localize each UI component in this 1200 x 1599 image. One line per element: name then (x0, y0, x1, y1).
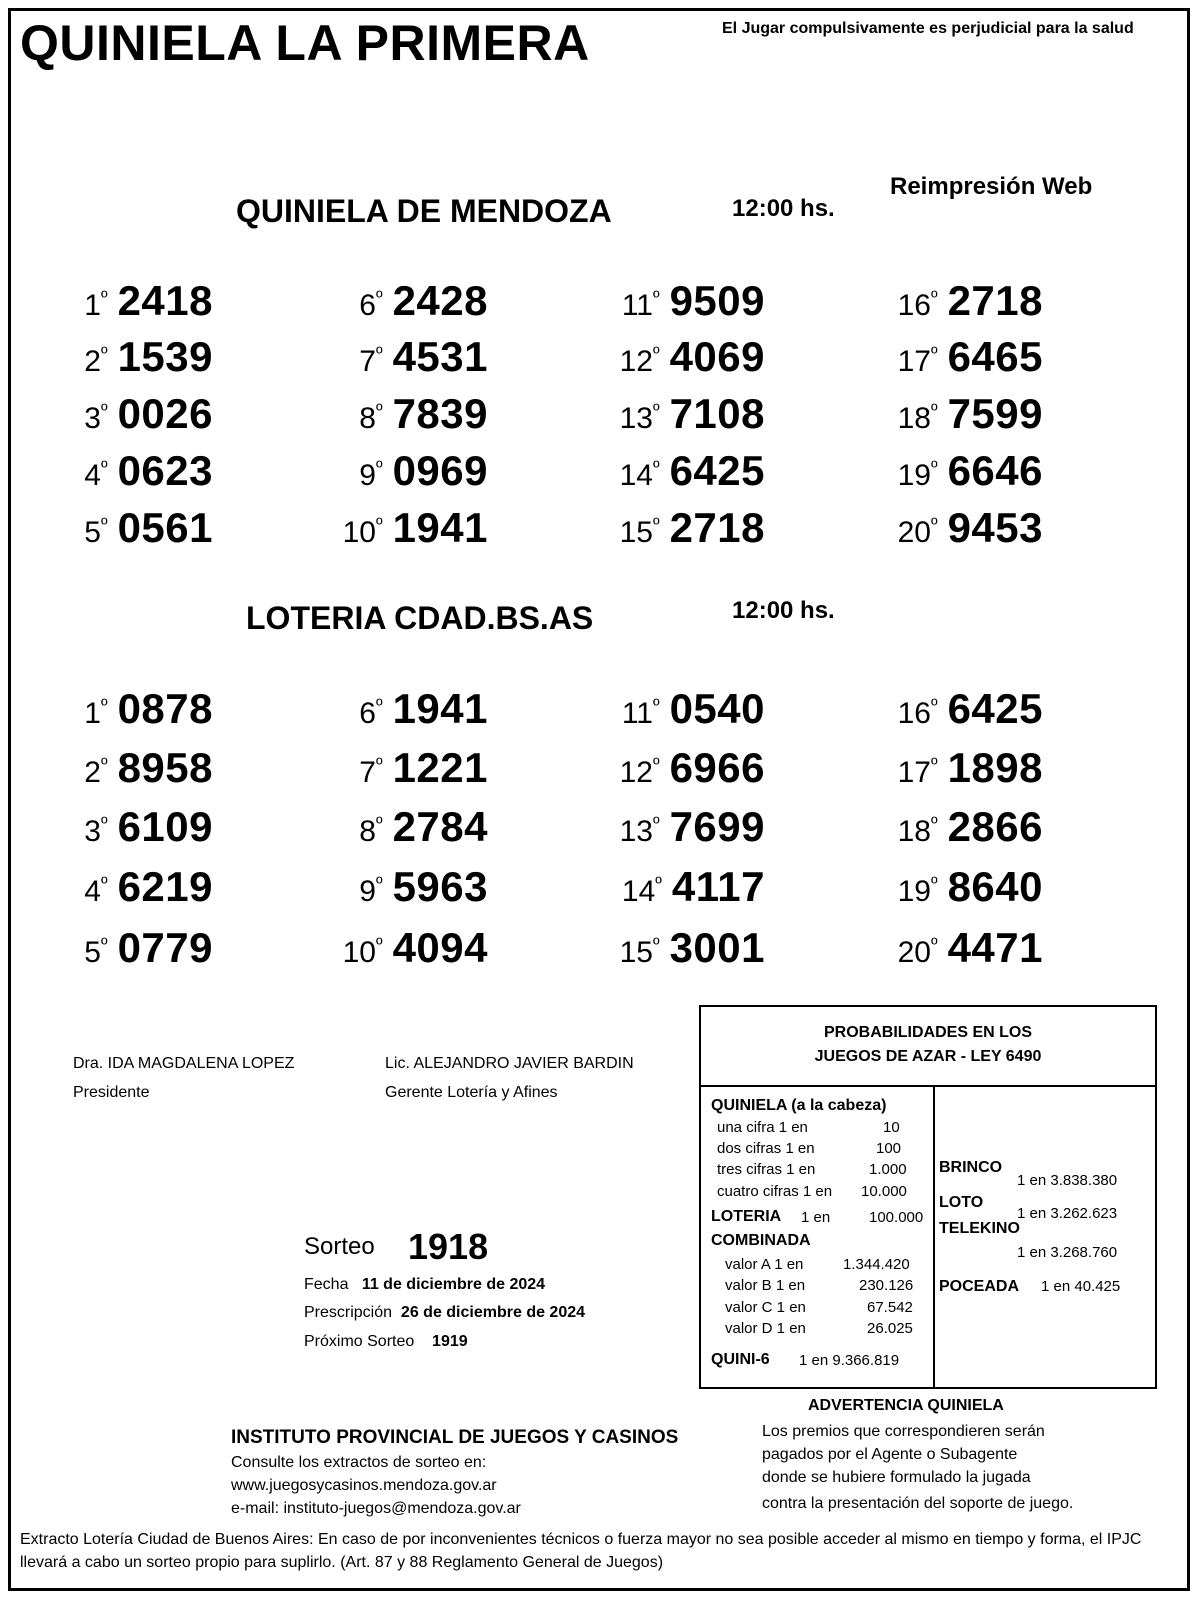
result-number: 1898 (947, 744, 1043, 791)
result-number: 4531 (392, 333, 488, 380)
result-position: $7^º$ (359, 343, 383, 378)
result-number: 1539 (117, 333, 213, 380)
result-number: 6646 (947, 447, 1043, 494)
probabilities-box (699, 1005, 1157, 1389)
signature-role-president: Presidente (73, 1084, 150, 1101)
loto-prob-label: LOTO (939, 1194, 984, 1211)
result-entry (84, 863, 213, 911)
prob-value: 1.344.420 (843, 1256, 910, 1273)
result-entry (620, 744, 765, 792)
bsas-section-title: LOTERIA CDAD.BS.AS (246, 600, 594, 636)
result-position: $6^º$ (359, 695, 383, 730)
prob-value: 26.025 (867, 1320, 913, 1337)
result-number: 0969 (392, 447, 488, 494)
draw-date: 11 de diciembre de 2024 (361, 1276, 546, 1293)
result-position: $16^º$ (897, 695, 938, 730)
result-entry (622, 685, 765, 733)
draw-date-row (304, 1276, 545, 1294)
prob-value: 67.542 (867, 1299, 913, 1316)
ordinal-mark: º (100, 754, 108, 774)
result-number: 6219 (117, 863, 213, 910)
result-number: 0561 (117, 504, 213, 551)
signature-name-president: Dra. IDA MAGDALENA LOPEZ (73, 1055, 295, 1072)
result-number: 1221 (392, 744, 488, 791)
result-position: $9^º$ (359, 873, 383, 908)
result-number: 0623 (117, 447, 213, 494)
mendoza-section-title: QUINIELA DE MENDOZA (236, 193, 612, 229)
probabilities-divider (933, 1087, 935, 1389)
ordinal-mark: º (100, 400, 108, 420)
result-entry (620, 504, 765, 552)
advertencia-line: Los premios que correspondieren serán (762, 1423, 1045, 1440)
ordinal-mark: º (375, 873, 383, 893)
result-position: $1^º$ (84, 695, 108, 730)
institute-info (231, 1451, 521, 1520)
result-number: 8640 (947, 863, 1043, 910)
result-position: $4^º$ (84, 873, 108, 908)
institute-consult-text: Consulte los extractos de sorteo en: (231, 1454, 487, 1471)
ordinal-mark: º (930, 514, 938, 534)
result-position: $11^º$ (621, 695, 660, 730)
ordinal-mark: º (930, 934, 938, 954)
result-position: $14^º$ (621, 873, 662, 908)
ordinal-mark: º (100, 514, 108, 534)
result-entry (898, 277, 1043, 325)
ordinal-mark: º (375, 287, 383, 307)
ordinal-mark: º (100, 287, 108, 307)
result-position: $14^º$ (619, 457, 660, 492)
result-number: 0026 (117, 390, 213, 437)
loto-prob-value: 1 en 3.262.623 (1017, 1205, 1118, 1222)
result-number: 5963 (392, 863, 488, 910)
result-number: 2718 (947, 277, 1043, 324)
result-position: $10^º$ (342, 514, 383, 549)
result-number: 2428 (392, 277, 488, 324)
ordinal-mark: º (375, 813, 383, 833)
ordinal-mark: º (930, 287, 938, 307)
result-number: 4069 (669, 333, 765, 380)
result-position: $7^º$ (359, 754, 383, 789)
result-entry (898, 685, 1043, 733)
signature-name-manager: Lic. ALEJANDRO JAVIER BARDIN (385, 1055, 634, 1072)
ordinal-mark: º (930, 754, 938, 774)
result-entry (84, 803, 213, 851)
page-title: QUINIELA LA PRIMERA (20, 15, 590, 71)
result-number: 6109 (117, 803, 213, 850)
institute-website: www.juegosycasinos.mendoza.gov.ar (231, 1477, 497, 1494)
ordinal-mark: º (930, 343, 938, 363)
result-entry (898, 803, 1043, 851)
next-draw-row (304, 1333, 468, 1351)
result-position: $5^º$ (84, 514, 108, 549)
result-number: 2418 (117, 277, 213, 324)
result-entry (84, 447, 213, 495)
result-number: 4471 (947, 924, 1043, 971)
result-number: 2718 (669, 504, 765, 551)
ordinal-mark: º (375, 457, 383, 477)
ordinal-mark: º (930, 400, 938, 420)
ordinal-mark: º (100, 343, 108, 363)
result-entry (84, 744, 213, 792)
ordinal-mark: º (375, 754, 383, 774)
loteria-prob-en: 1 en (801, 1209, 831, 1226)
result-position: $2^º$ (84, 754, 108, 789)
result-number: 7108 (669, 390, 765, 437)
poceada-prob-label: POCEADA (939, 1278, 1020, 1295)
draw-prescription-label: Prescripción (304, 1304, 393, 1321)
result-entry (898, 333, 1043, 381)
result-position: $19^º$ (897, 873, 938, 908)
result-number: 0540 (669, 685, 765, 732)
result-position: $9^º$ (359, 457, 383, 492)
result-entry (898, 390, 1043, 438)
result-position: $17^º$ (897, 754, 938, 789)
result-entry (898, 924, 1043, 972)
ordinal-mark: º (100, 695, 108, 715)
draw-label: Sorteo (304, 1233, 375, 1260)
draw-prescription-row (304, 1304, 585, 1322)
result-entry (359, 277, 488, 325)
advertencia-line: pagados por el Agente o Subagente (762, 1446, 1018, 1463)
brinco-prob-value: 1 en 3.838.380 (1017, 1172, 1118, 1189)
ordinal-mark: º (930, 457, 938, 477)
prob-label: una cifra 1 en (717, 1119, 808, 1136)
result-entry (622, 277, 765, 325)
draw-number: 1918 (408, 1226, 489, 1267)
result-entry (359, 803, 488, 851)
result-position: $15^º$ (619, 514, 660, 549)
result-position: $6^º$ (359, 287, 383, 322)
result-entry (84, 333, 213, 381)
probabilities-title-line2: JUEGOS DE AZAR - LEY 6490 (814, 1048, 1042, 1065)
result-number: 4117 (671, 863, 765, 910)
ordinal-mark: º (652, 813, 660, 833)
result-entry (84, 504, 213, 552)
result-entry (898, 863, 1043, 911)
prob-label: cuatro cifras 1 en (717, 1183, 833, 1200)
result-position: $12^º$ (619, 343, 660, 378)
result-number: 1941 (392, 685, 488, 732)
poceada-prob-value: 1 en 40.425 (1041, 1278, 1121, 1295)
advertencia-line: contra la presentación del soporte de juego. (762, 1495, 1074, 1512)
institute-email: e-mail: instituto-juegos@mendoza.gov.ar (231, 1500, 521, 1517)
result-position: $13^º$ (619, 813, 660, 848)
advertencia-line: donde se hubiere formulado la jugada (762, 1469, 1031, 1486)
result-number: 3001 (669, 924, 765, 971)
result-number: 4094 (392, 924, 488, 971)
result-entry (898, 744, 1043, 792)
result-entry (620, 390, 765, 438)
bsas-section-time: 12:00 hs. (732, 597, 835, 624)
probabilities-title-line1: PROBABILIDADES EN LOS (823, 1024, 1032, 1041)
ordinal-mark: º (375, 695, 383, 715)
next-draw-label: Próximo Sorteo (304, 1333, 415, 1350)
result-entry (359, 333, 488, 381)
result-entry (620, 447, 765, 495)
ordinal-mark: º (655, 873, 662, 893)
draw-prescription: 26 de diciembre de 2024 (400, 1304, 586, 1321)
result-position: $20^º$ (897, 514, 938, 549)
result-number: 7839 (392, 390, 488, 437)
result-number: 2784 (392, 803, 488, 850)
result-entry (84, 277, 213, 325)
brinco-prob-label: BRINCO (939, 1159, 1003, 1176)
ordinal-mark: º (652, 754, 660, 774)
ordinal-mark: º (652, 514, 660, 534)
result-position: $18^º$ (897, 813, 938, 848)
result-position: $3^º$ (84, 400, 108, 435)
result-position: $10^º$ (342, 934, 383, 969)
result-number: 7699 (669, 803, 765, 850)
result-entry (359, 863, 488, 911)
quini6-prob-value: 1 en 9.366.819 (799, 1352, 900, 1369)
result-position: $20^º$ (897, 934, 938, 969)
result-position: $1^º$ (84, 287, 108, 322)
result-position: $15^º$ (619, 934, 660, 969)
ordinal-mark: º (375, 400, 383, 420)
result-entry (84, 685, 213, 733)
result-position: $13^º$ (619, 400, 660, 435)
result-number: 6966 (669, 744, 765, 791)
footer-note: Extracto Lotería Ciudad de Buenos Aires: En caso de por inconvenientes técnicos o fuerza mayor no sea posible acceder al mismo en tiempo y forma, el IPJC llevará a cabo un sorteo propio para suplirlo. (Art. 87 y 88 Reglamento General de Juegos) (20, 1531, 1142, 1571)
result-position: $4^º$ (84, 457, 108, 492)
result-entry (84, 924, 213, 972)
signature-role-manager: Gerente Lotería y Afines (385, 1084, 558, 1101)
result-entry (898, 447, 1043, 495)
result-entry (343, 924, 488, 972)
loteria-prob-value: 100.000 (869, 1209, 924, 1226)
result-position: $3^º$ (84, 813, 108, 848)
result-number: 9453 (947, 504, 1043, 551)
prob-label: valor D 1 en (725, 1320, 806, 1337)
ordinal-mark: º (930, 873, 938, 893)
result-entry (359, 447, 488, 495)
ordinal-mark: º (652, 343, 660, 363)
prob-label: dos cifras 1 en (717, 1140, 815, 1157)
result-position: $12^º$ (619, 754, 660, 789)
result-entry (898, 504, 1043, 552)
result-entry (84, 390, 213, 438)
result-position: $16^º$ (897, 287, 938, 322)
health-warning: El Jugar compulsivamente es perjudicial para la salud (722, 20, 1134, 37)
prob-label: valor A 1 en (725, 1256, 804, 1273)
result-entry (343, 504, 488, 552)
advertencia-title: ADVERTENCIA QUINIELA (808, 1397, 1004, 1414)
result-number: 6465 (947, 333, 1043, 380)
result-number: 1941 (392, 504, 488, 551)
ordinal-mark: º (375, 934, 383, 954)
telekino-prob-label: TELEKINO (939, 1220, 1020, 1237)
draw-date-label: Fecha (304, 1276, 349, 1293)
prob-value: 100 (876, 1140, 902, 1157)
ordinal-mark: º (652, 287, 660, 307)
prob-label: tres cifras 1 en (717, 1161, 816, 1178)
prob-value: 230.126 (859, 1277, 914, 1294)
combinada-prob-title: COMBINADA (711, 1232, 811, 1249)
result-position: $11^º$ (621, 287, 660, 322)
prob-value: 10.000 (861, 1183, 907, 1200)
reprint-label: Reimpresión Web (890, 173, 1093, 200)
ordinal-mark: º (100, 813, 108, 833)
ordinal-mark: º (652, 695, 660, 715)
result-entry (620, 924, 765, 972)
result-position: $18^º$ (897, 400, 938, 435)
quiniela-prob-title: QUINIELA (a la cabeza) (711, 1097, 887, 1114)
mendoza-section-time: 12:00 hs. (732, 195, 835, 222)
ordinal-mark: º (652, 457, 660, 477)
result-number: 2866 (947, 803, 1043, 850)
result-number: 0779 (117, 924, 213, 971)
prob-label: valor C 1 en (725, 1299, 806, 1316)
prob-value: 10 (883, 1119, 900, 1136)
ordinal-mark: º (375, 343, 383, 363)
result-position: $8^º$ (359, 813, 383, 848)
result-position: $5^º$ (84, 934, 108, 969)
ordinal-mark: º (652, 934, 660, 954)
next-draw-number: 1919 (432, 1333, 468, 1350)
result-entry (620, 803, 765, 851)
loteria-prob-label: LOTERIA (711, 1208, 782, 1225)
result-entry (359, 390, 488, 438)
result-number: 6425 (669, 447, 765, 494)
result-number: 9509 (669, 277, 765, 324)
telekino-prob-value: 1 en 3.268.760 (1017, 1244, 1118, 1261)
ordinal-mark: º (375, 514, 383, 534)
advertencia-text (762, 1420, 1073, 1515)
result-position: $17^º$ (897, 343, 938, 378)
ordinal-mark: º (100, 873, 108, 893)
prob-value: 1.000 (869, 1161, 907, 1178)
ordinal-mark: º (930, 695, 938, 715)
quini6-prob-label: QUINI-6 (711, 1351, 770, 1368)
ordinal-mark: º (100, 934, 108, 954)
institute-title: INSTITUTO PROVINCIAL DE JUEGOS Y CASINOS (231, 1427, 679, 1448)
result-number: 8958 (117, 744, 213, 791)
result-position: $8^º$ (359, 400, 383, 435)
result-entry (359, 744, 488, 792)
result-number: 6425 (947, 685, 1043, 732)
ordinal-mark: º (930, 813, 938, 833)
result-entry (622, 863, 765, 911)
result-number: 7599 (947, 390, 1043, 437)
result-position: $19^º$ (897, 457, 938, 492)
prob-label: valor B 1 en (725, 1277, 806, 1294)
ordinal-mark: º (100, 457, 108, 477)
result-position: $2^º$ (84, 343, 108, 378)
result-entry (620, 333, 765, 381)
ordinal-mark: º (652, 400, 660, 420)
result-entry (359, 685, 488, 733)
probabilities-header (701, 1007, 1155, 1087)
result-number: 0878 (117, 685, 213, 732)
